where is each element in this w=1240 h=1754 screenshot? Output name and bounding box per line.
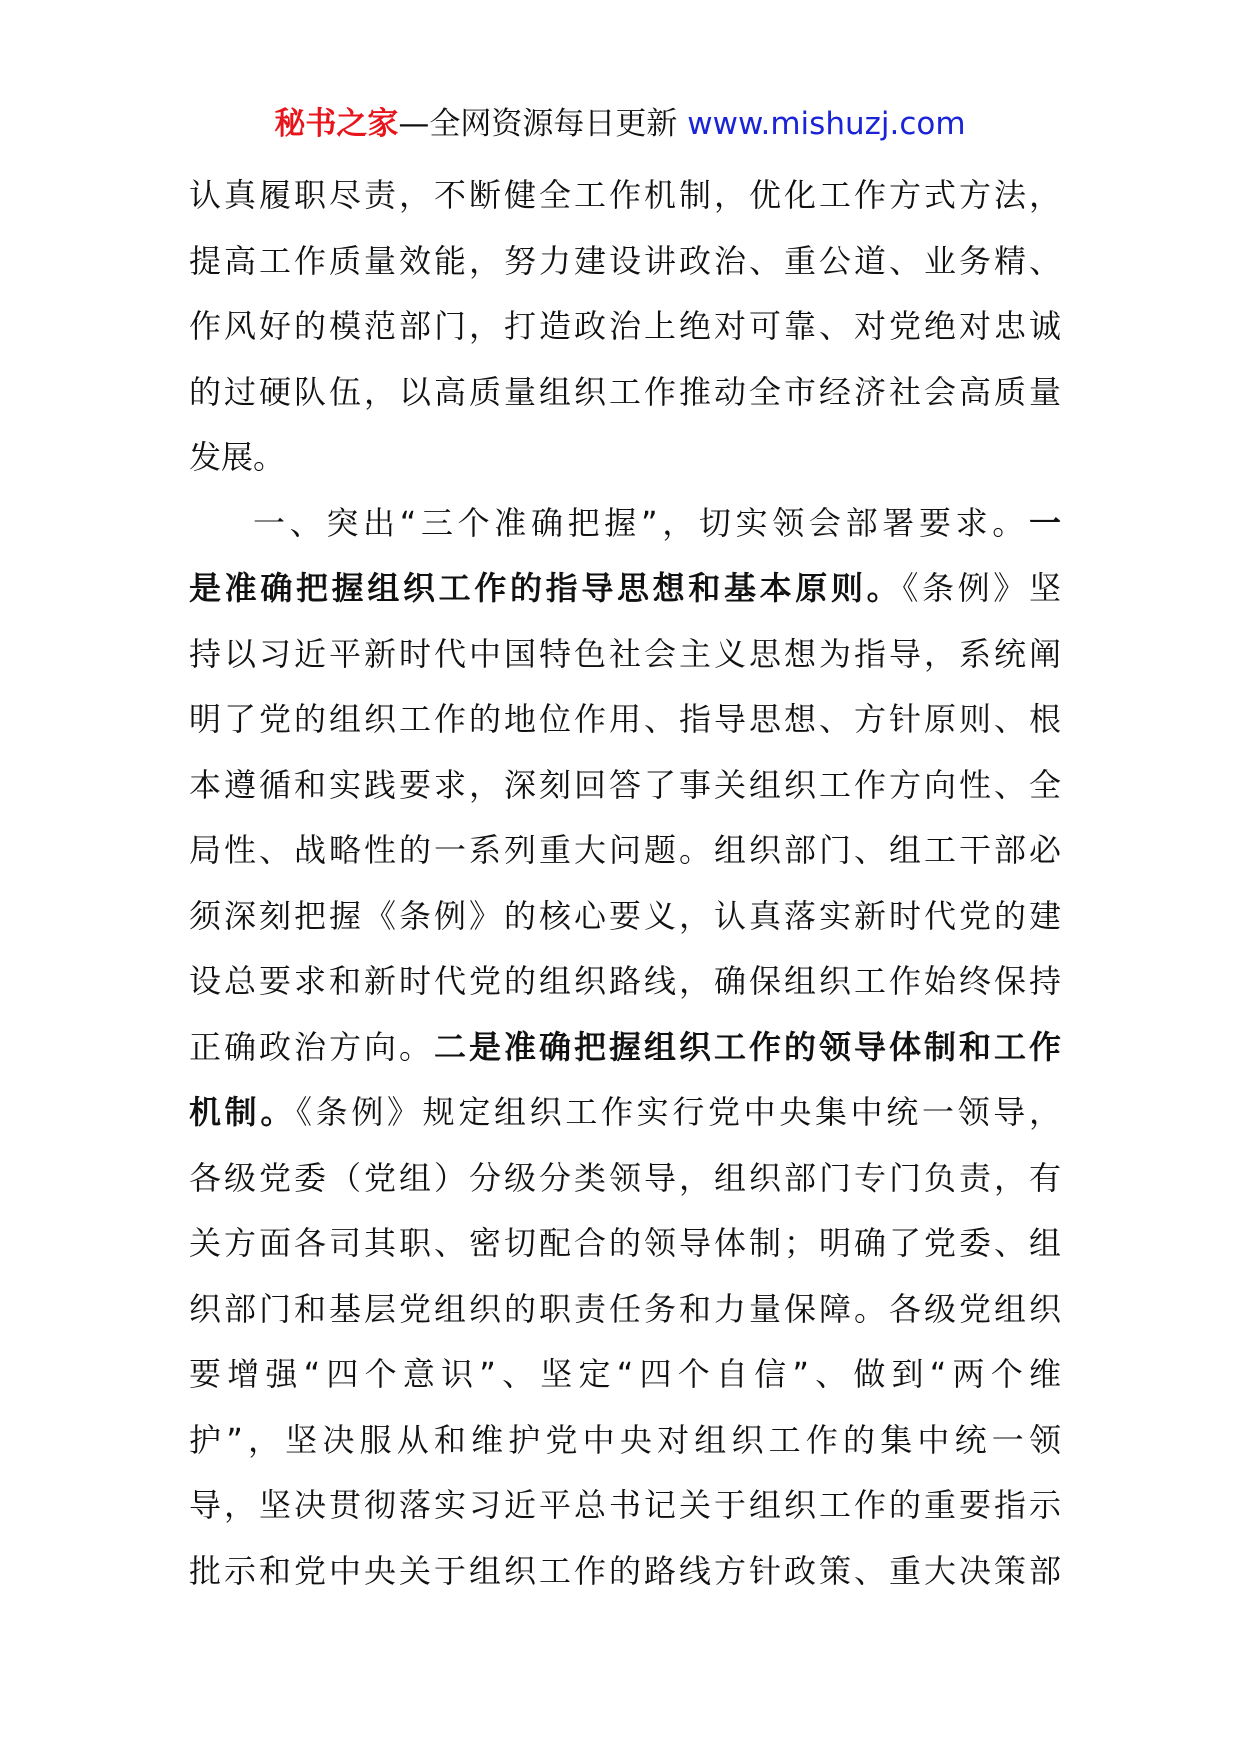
- text-line: 关方面各司其职、密切配合的领导体制；明确了党委、组: [189, 1224, 1061, 1262]
- section-heading: 一、突出“三个准确把握”，切实领会部署要求。: [253, 503, 1029, 542]
- text-line: 批示和党中央关于组织工作的路线方针政策、重大决策部: [189, 1551, 1061, 1590]
- text-line: 护”，坚决服从和维护党中央对组织工作的集中统一领: [189, 1420, 1061, 1459]
- site-brand: 秘书之家: [274, 106, 399, 142]
- document-body: [189, 163, 1061, 1604]
- site-header: [0, 100, 1240, 148]
- text-line: 设总要求和新时代党的组织路线，确保组织工作始终保持: [189, 962, 1061, 1000]
- section-heading-line: [189, 491, 1061, 557]
- site-slogan: —全网资源每日更新: [398, 106, 688, 142]
- text-line: 各级党委（党组）分级分类领导，组织部门专门负责，有: [189, 1158, 1061, 1197]
- text-line: 作风好的模范部门，打造政治上绝对可靠、对党绝对忠诚: [189, 307, 1061, 345]
- text-line: 织部门和基层党组织的职责任务和力量保障。各级党组织: [189, 1289, 1061, 1328]
- bold-phrase: 一: [1028, 503, 1061, 542]
- text-line: 发展。: [189, 438, 286, 476]
- text-line: 本遵循和实践要求，深刻回答了事关组织工作方向性、全: [189, 765, 1061, 804]
- text-line: 认真履职尽责，不断健全工作机制，优化工作方式方法，: [189, 176, 1061, 214]
- text-line: 须深刻把握《条例》的核心要义，认真落实新时代党的建: [189, 896, 1061, 935]
- text-line: 机制。《条例》规定组织工作实行党中央集中统一领导，: [189, 1093, 1061, 1131]
- text-line: 的过硬队伍，以高质量组织工作推动全市经济社会高质量: [189, 372, 1061, 411]
- text-line: 正确政治方向。二是准确把握组织工作的领导体制和工作: [189, 1027, 1061, 1066]
- site-url[interactable]: www.mishuzj.com: [687, 106, 966, 142]
- text-line: 局性、战略性的一系列重大问题。组织部门、组工干部必: [189, 831, 1061, 869]
- text-line: 要增强“四个意识”、坚定“四个自信”、做到“两个维: [189, 1355, 1061, 1393]
- bold-phrase: 二是准确把握组织工作的领导体制和工作: [434, 1027, 1061, 1066]
- text-line: 持以习近平新时代中国特色社会主义思想为指导，系统阐: [189, 634, 1061, 673]
- bold-phrase: 机制。: [189, 1093, 296, 1131]
- text-line: 明了党的组织工作的地位作用、指导思想、方针原则、根: [189, 700, 1061, 738]
- bold-phrase: 是准确把握组织工作的指导思想和基本原则。: [189, 569, 903, 607]
- text-line: 导，坚决贯彻落实习近平总书记关于组织工作的重要指示: [189, 1486, 1061, 1524]
- text-line: 提高工作质量效能，努力建设讲政治、重公道、业务精、: [189, 241, 1061, 280]
- text-line: 是准确把握组织工作的指导思想和基本原则。《条例》坚: [189, 569, 1061, 607]
